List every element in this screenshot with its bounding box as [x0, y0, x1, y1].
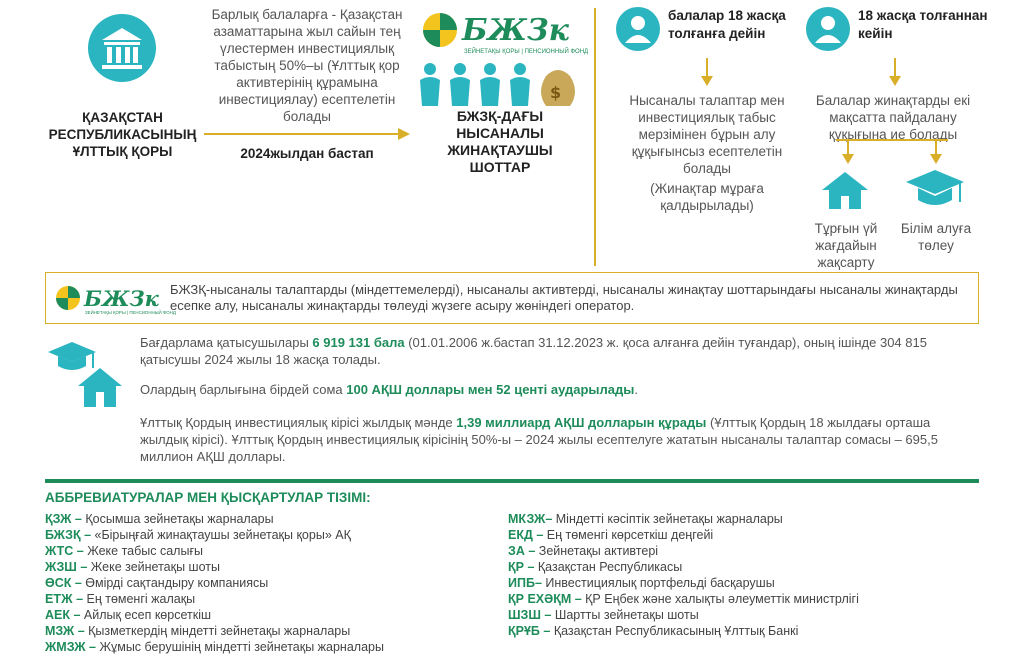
abbreviation-item: ЕТЖ – Ең төменгі жалақы	[45, 592, 196, 606]
accounts-title: БЖЗҚ-ДАҒЫ НЫСАНАЛЫ ЖИНАҚТАУШЫ ШОТТАР	[447, 108, 553, 175]
abbreviations-right-column	[508, 511, 968, 639]
svg-text:ЗЕЙНЕТАҚЫ ҚОРЫ | ПЕНСИОННЫЙ ФО: ЗЕЙНЕТАҚЫ ҚОРЫ | ПЕНСИОННЫЙ ФОНД	[85, 310, 176, 315]
income-value: 1,39 миллиард АҚШ долларын құрады	[456, 415, 707, 430]
abbreviation-item: АЕК – Айлық есеп көрсеткіш	[45, 608, 211, 622]
program-amount: Олардың барлығына бірдей сома 100 АҚШ доллары мен 52 центі аударылады.	[140, 382, 638, 397]
abbreviations-title: АББРЕВИАТУРАЛАР МЕН ҚЫСҚАРТУЛАР ТІЗІМІ:	[45, 490, 371, 505]
down-arrow-icon	[700, 58, 714, 86]
abbreviation-item: МЗЖ – Қызметкердің міндетті зейнетақы жарналары	[45, 624, 351, 638]
bzhzk-logo	[54, 282, 176, 316]
person-icon	[806, 7, 850, 51]
abbreviation-item: ҚР – Қазақстан Республикасы	[508, 560, 683, 574]
person-icon	[616, 7, 660, 51]
abbreviation-item: БЖЗҚ – «Бірыңғай жинақтаушы зейнетақы қоры» АҚ	[45, 528, 351, 542]
vertical-divider	[594, 8, 596, 266]
before-18-note: (Жинақтар мұраға қалдырылады)	[650, 181, 764, 213]
program-income: Ұлттық Қордың инвестициялық кірісі жылдық мәнде 1,39 миллиард АҚШ долларын құрады (Ұлттық Қордың 18 жылдағы орташа жылдық кірісі). Ұлттық Қордың инвестициялық кірісінің 50%-ы – 2024 жылы есептелуге жататын нысаналы талаптар сомасы – 695,5 миллион АҚШ доллары.	[140, 415, 938, 464]
abbreviation-item: ӨСК – Өмірді сақтандыру компаниясы	[45, 576, 269, 590]
svg-text:$: $	[550, 83, 562, 102]
svg-text:БЖЗк: БЖЗк	[84, 286, 159, 311]
abbreviations-left-column	[45, 511, 505, 655]
abbreviation-item: ЖМЗЖ – Жұмыс берушінің міндетті зейнетақы жарналары	[45, 640, 384, 654]
participants-count: 6 919 131 бала	[312, 335, 405, 350]
abbreviation-item: ҚЗЖ – Қосымша зейнетақы жарналары	[45, 512, 274, 526]
flow-start-year: 2024жылдан бастап	[240, 146, 374, 161]
education-housing-icon	[44, 338, 124, 408]
abbreviation-item: ЖТС – Жеке табыс салығы	[45, 544, 203, 558]
abbreviation-item: МКЗЖ– Міндетті кәсіптік зейнетақы жарналары	[508, 512, 783, 526]
abbreviation-item: ЗА – Зейнетақы активтері	[508, 544, 659, 558]
down-arrow-icon	[888, 58, 902, 86]
program-participants: Бағдарлама қатысушылары 6 919 131 бала (01.01.2006 ж.бастап 31.12.2023 ж. қоса алғанға дейін туғандар), оның ішінде 304 815 қатысушы 2024 жылы 18 жасқа толады.	[140, 335, 927, 367]
fund-title: ҚАЗАҚСТАН РЕСПУБЛИКАСЫНЫҢ ҰЛТТЫҚ ҚОРЫ	[48, 110, 197, 159]
section-divider	[45, 479, 979, 483]
branch-arrows-icon	[836, 138, 948, 166]
abbreviation-item: ШЗШ – Шартты зейнетақы шоты	[508, 608, 699, 622]
housing-label: Тұрғын үй жағдайын жақсарту	[814, 221, 878, 270]
abbreviation-item: ҚР ЕХӘҚМ – ҚР Еңбек және халықты әлеуметтік министрлігі	[508, 592, 859, 606]
abbreviation-item: ЕКД – Ең төменгі көрсеткіш деңгейі	[508, 528, 714, 542]
before-18-description: Нысаналы талаптар мен инвестициялық табыс мерзімінен бұрын алу құқығынсыз есептелетін болады	[629, 93, 785, 176]
bzhzk-logo	[420, 8, 589, 56]
after-18-title: 18 жасқа толғаннан кейін	[858, 8, 988, 41]
house-icon	[820, 170, 870, 210]
graduation-cap-icon	[904, 168, 966, 210]
svg-text:БЖЗк: БЖЗк	[462, 13, 569, 48]
operator-description: БЖЗҚ-нысаналы талаптарды (міндеттемелерді), нысаналы активтерді, нысаналы жинақтау шоттарындағы нысаналы жинақтарды есепке алу, нысаналы жинақтарды төлеуді жүзеге асыру жөніндегі оператор.	[170, 282, 958, 313]
after-18-description: Балалар жинақтарды екі мақсатта пайдалану құқығына ие болады	[815, 93, 971, 142]
abbreviation-item: ҚРҰБ – Қазақстан Республикасының Ұлттық Банкі	[508, 624, 799, 638]
bank-building-icon	[88, 14, 156, 82]
education-label: Білім алуға төлеу	[900, 221, 972, 253]
amount-value: 100 АҚШ доллары мен 52 центі аударылады	[346, 382, 635, 397]
before-18-title: балалар 18 жасқа толғанға дейін	[668, 8, 786, 41]
money-bag-icon	[541, 70, 575, 106]
children-group-icon	[418, 60, 583, 112]
abbreviation-item: ИПБ– Инвестициялық портфельді басқарушы	[508, 576, 775, 590]
flow-description: Барлық балаларға - Қазақстан азаматтарына жыл сайын тең үлестермен инвестициялық табыстың 50%–ы (Ұлттық қор активтерінің құрамына инвестициялау) есептелетін болады	[211, 7, 403, 124]
right-arrow-icon	[204, 127, 410, 141]
svg-text:ЗЕЙНЕТАҚЫ ҚОРЫ | ПЕНСИОННЫЙ ФО: ЗЕЙНЕТАҚЫ ҚОРЫ | ПЕНСИОННЫЙ ФОНД	[464, 49, 589, 55]
abbreviation-item: ЖЗШ – Жеке зейнетақы шоты	[45, 560, 220, 574]
